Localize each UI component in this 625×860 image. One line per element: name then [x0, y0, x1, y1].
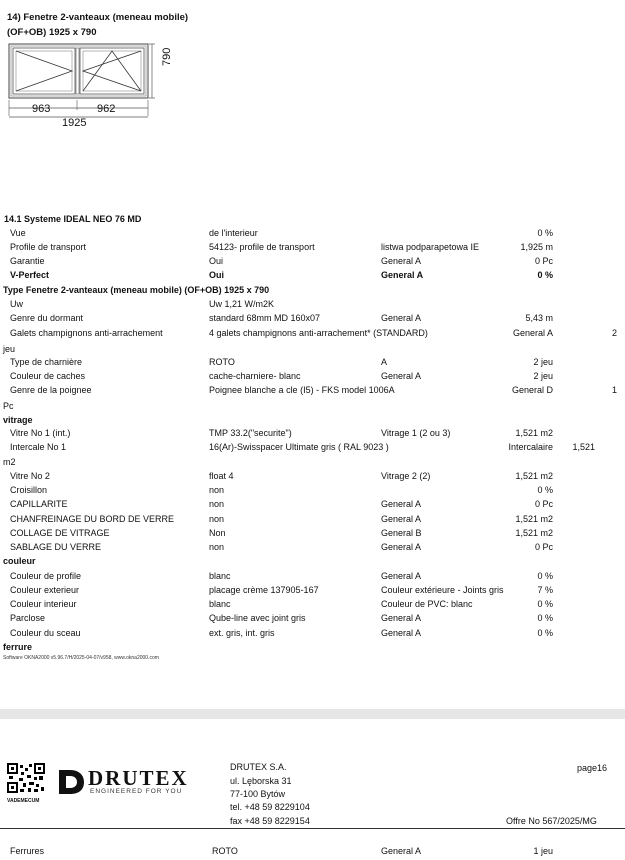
spec-row-value: de l'interieur	[209, 228, 258, 238]
spec-row-value: non	[209, 514, 225, 524]
spec-row-label: Croisillon	[10, 485, 48, 495]
spec-row-value: Oui	[209, 256, 224, 266]
spec-row-price-group: General A	[381, 499, 422, 509]
spec-row-quantity: 2 jeu	[533, 357, 553, 367]
offer-number: Offre No 567/2025/MG	[506, 816, 597, 826]
spec-row-label: COLLAGE DE VITRAGE	[10, 528, 110, 538]
drutex-logo-mark	[56, 767, 86, 797]
spec-row-label: Type de charnière	[10, 357, 83, 367]
company-name: DRUTEX S.A.	[230, 762, 287, 772]
spec-row-price-group: General A	[381, 628, 422, 638]
spec-row-price-group: Intercalaire	[508, 442, 553, 452]
spec-row-price-group: Vitrage 1 (2 ou 3)	[381, 428, 451, 438]
spec-row-label: ferrure	[3, 642, 33, 652]
spec-row-price-group: General A	[381, 613, 422, 623]
spec-row-label: Couleur de caches	[10, 371, 86, 381]
spec-row-label: vitrage	[3, 415, 33, 425]
spec-row-label: Vitre No 1 (int.)	[10, 428, 71, 438]
spec-row-quantity: 1,521 m2	[515, 471, 553, 481]
spec-row-value: 16(Ar)-Swisspacer Ultimate gris ( RAL 9023 )	[209, 442, 389, 452]
qr-code-icon	[7, 763, 45, 793]
spec-row-label: Couleur de profile	[10, 571, 82, 581]
spec-row-quantity: 7 %	[537, 585, 553, 595]
spec-row-quantity: 1	[611, 385, 617, 395]
continuation-label: Ferrures	[10, 846, 45, 856]
item-title-line2: (OF+OB) 1925 x 790	[7, 27, 97, 38]
spec-row-quantity: 0 %	[537, 270, 553, 280]
page-break-band	[0, 709, 625, 719]
spec-row-price-group: General A	[381, 313, 422, 323]
total-width-dimension: 1925	[62, 117, 87, 129]
spec-row-label: Uw	[10, 299, 23, 309]
height-dimension: 790	[161, 47, 173, 66]
spec-row-quantity: 2 jeu	[533, 371, 553, 381]
software-note: Software OKNA2000 v5.96.7/H/2025-04-07/v958, www.okna2000.com	[3, 655, 159, 661]
page-number: page16	[577, 763, 608, 773]
spec-row-label: Profile de transport	[10, 242, 87, 252]
company-street: ul. Lęborska 31	[230, 776, 292, 786]
spec-row-value: standard 68mm MD 160x07	[209, 313, 321, 323]
spec-row-value: ext. gris, int. gris	[209, 628, 275, 638]
spec-row-value: Uw 1,21 W/m2K	[209, 299, 275, 309]
spec-row-value: Qube-line avec joint gris	[209, 613, 306, 623]
spec-row-price-group: Couleur extérieure - Joints gris	[381, 585, 504, 595]
item-title-line1: 14) Fenetre 2-vanteaux (meneau mobile)	[7, 12, 189, 23]
spec-row-quantity: 0 Pc	[534, 542, 553, 552]
continuation-price-group: General A	[381, 846, 422, 856]
spec-row-label: Garantie	[10, 256, 45, 266]
spec-row-quantity: 0 %	[537, 613, 553, 623]
spec-row-price-group: General A	[381, 571, 422, 581]
spec-row-label: Galets champignons anti-arrachement	[10, 328, 163, 338]
spec-row-quantity: 0 %	[537, 485, 553, 495]
spec-row-price-group: Vitrage 2 (2)	[381, 471, 431, 481]
spec-row-label: Couleur du sceau	[10, 628, 81, 638]
spec-row-quantity: 1,925 m	[520, 242, 553, 252]
spec-row-label: CAPILLARITE	[10, 499, 68, 509]
spec-row-quantity: 0 %	[537, 599, 553, 609]
brand-tagline: ENGINEERED FOR YOU	[90, 788, 183, 795]
spec-row-label: Vitre No 2	[10, 471, 50, 481]
left-width-dimension: 963	[32, 103, 51, 115]
spec-row-quantity: 0 %	[537, 228, 553, 238]
spec-row-value: non	[209, 542, 225, 552]
spec-row-label: Pc	[3, 401, 14, 411]
spec-row-quantity: 0 %	[537, 628, 553, 638]
spec-row-label: CHANFREINAGE DU BORD DE VERRE	[10, 514, 175, 524]
spec-row-value: Oui	[209, 270, 224, 280]
spec-row-label: Intercale No 1	[10, 442, 67, 452]
company-city: 77-100 Bytów	[230, 789, 286, 799]
spec-row-price-group: A	[381, 357, 388, 367]
spec-row-price-group: General A	[381, 256, 422, 266]
company-fax: fax +48 59 8229154	[230, 816, 310, 826]
spec-row-value: blanc	[209, 571, 231, 581]
spec-row-label: jeu	[3, 344, 16, 354]
spec-row-value: non	[209, 499, 225, 509]
section-title: 14.1 Systeme IDEAL NEO 76 MD	[4, 214, 142, 224]
spec-row-label: Couleur interieur	[10, 599, 77, 609]
spec-row-value: cache-charniere- blanc	[209, 371, 301, 381]
spec-row-price-group: General A	[381, 542, 422, 552]
spec-row-value: 54123- profile de transport	[209, 242, 315, 252]
spec-row-value: ROTO	[209, 357, 235, 367]
spec-row-quantity: 5,43 m	[525, 313, 553, 323]
spec-row-price-group: listwa podparapetowa IE	[381, 242, 480, 252]
footer-rule	[0, 828, 625, 829]
spec-row-label: couleur	[3, 556, 36, 566]
spec-row-price-group: Couleur de PVC: blanc	[381, 599, 473, 609]
spec-row-quantity: 1,521 m2	[515, 514, 553, 524]
spec-row-price-group: General A	[512, 328, 553, 338]
spec-row-value: non	[209, 485, 225, 495]
spec-row-value: float 4	[209, 471, 234, 481]
spec-row-label: V-Perfect	[10, 270, 50, 280]
spec-row-price-group: General B	[381, 528, 422, 538]
spec-row-label: Couleur exterieur	[10, 585, 80, 595]
continuation-quantity: 1 jeu	[533, 846, 553, 856]
spec-row-value: blanc	[209, 599, 231, 609]
spec-row-price-group: General D	[511, 385, 553, 395]
spec-row-price-group: General A	[381, 270, 424, 280]
spec-row-label: Type Fenetre 2-vanteaux (meneau mobile) (OF+OB) 1925 x 790	[3, 285, 270, 295]
spec-row-quantity: 1,521 m2	[515, 428, 553, 438]
spec-row-quantity: 1,521	[572, 442, 595, 452]
spec-row-quantity: 2	[611, 328, 617, 338]
spec-row-quantity: 0 %	[537, 571, 553, 581]
spec-row-label: m2	[3, 457, 16, 467]
qr-caption: VADEMECUM	[7, 798, 40, 804]
spec-row-label: Vue	[10, 228, 26, 238]
spec-row-quantity: 1,521 m2	[515, 528, 553, 538]
brand-name: DRUTEX	[88, 766, 189, 790]
spec-row-value: 4 galets champignons anti-arrachement* (STANDARD)	[209, 328, 428, 338]
spec-row-value: TMP 33.2("securite")	[209, 428, 292, 438]
spec-row-label: SABLAGE DU VERRE	[10, 542, 102, 552]
spec-row-value: placage crème 137905-167	[209, 585, 319, 595]
spec-row-label: Genre de la poignee	[10, 385, 92, 395]
spec-row-price-group: General A	[381, 371, 422, 381]
spec-row-value: Poignee blanche a cle (I5) - FKS model 1006A	[209, 385, 395, 395]
spec-row-quantity: 0 Pc	[534, 256, 553, 266]
company-tel: tel. +48 59 8229104	[230, 802, 310, 812]
spec-row-quantity: 0 Pc	[534, 499, 553, 509]
spec-row-label: Parclose	[10, 613, 46, 623]
continuation-value: ROTO	[212, 846, 238, 856]
right-width-dimension: 962	[97, 103, 116, 115]
spec-row-label: Genre du dormant	[10, 313, 84, 323]
spec-row-price-group: General A	[381, 514, 422, 524]
spec-row-value: Non	[209, 528, 226, 538]
